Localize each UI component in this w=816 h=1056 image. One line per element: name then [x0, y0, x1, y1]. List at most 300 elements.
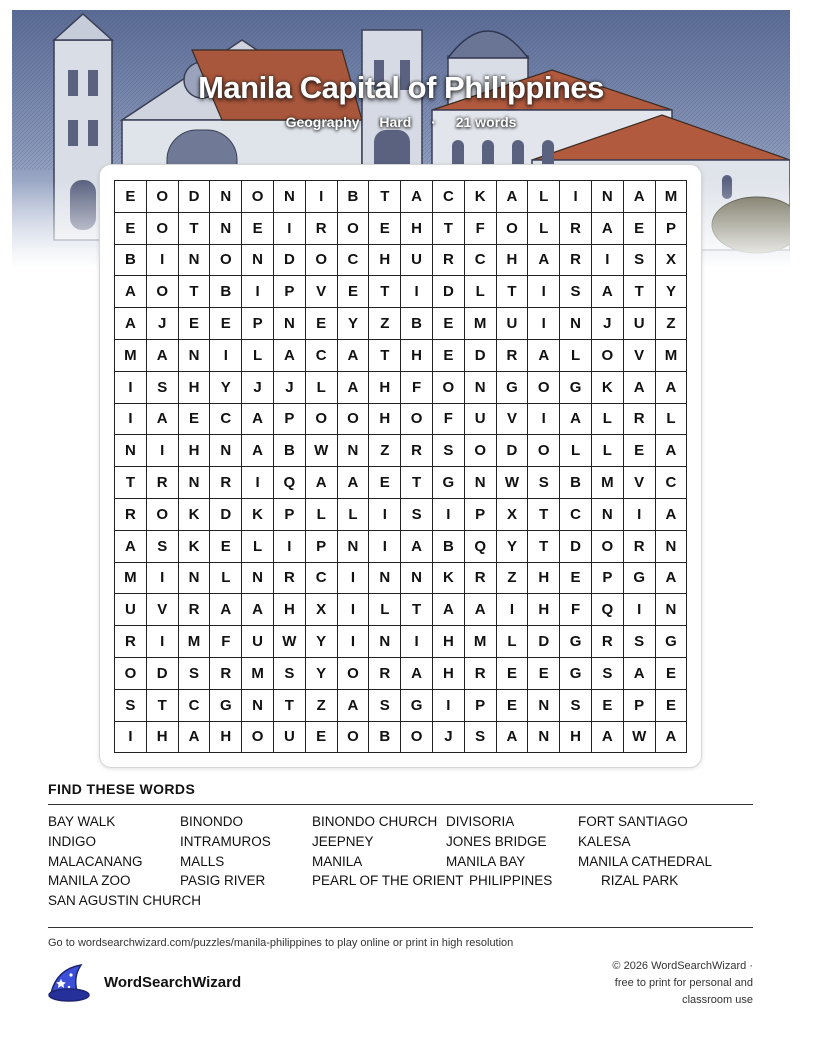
grid-cell[interactable]: R [115, 626, 147, 658]
grid-cell[interactable]: H [560, 721, 592, 753]
grid-cell[interactable]: C [337, 244, 369, 276]
grid-cell[interactable]: I [401, 626, 433, 658]
grid-cell[interactable]: A [401, 657, 433, 689]
grid-cell[interactable]: T [528, 530, 560, 562]
grid-cell[interactable]: R [623, 403, 655, 435]
grid-cell[interactable]: O [401, 403, 433, 435]
grid-cell[interactable]: S [401, 498, 433, 530]
grid-cell[interactable]: A [655, 721, 687, 753]
grid-cell[interactable]: G [401, 689, 433, 721]
grid-cell[interactable]: Z [655, 308, 687, 340]
grid-cell[interactable]: E [655, 689, 687, 721]
grid-cell[interactable]: I [432, 689, 464, 721]
grid-cell[interactable]: C [210, 403, 242, 435]
grid-cell[interactable]: O [146, 276, 178, 308]
grid-cell[interactable]: D [496, 435, 528, 467]
grid-cell[interactable]: D [210, 498, 242, 530]
grid-cell[interactable]: N [210, 181, 242, 213]
grid-cell[interactable]: I [273, 212, 305, 244]
grid-cell[interactable]: D [432, 276, 464, 308]
grid-cell[interactable]: C [655, 467, 687, 499]
grid-cell[interactable]: I [273, 530, 305, 562]
grid-cell[interactable]: O [337, 403, 369, 435]
grid-cell[interactable]: A [305, 467, 337, 499]
grid-cell[interactable]: O [242, 721, 274, 753]
grid-cell[interactable]: H [146, 721, 178, 753]
grid-cell[interactable]: U [115, 594, 147, 626]
grid-cell[interactable]: I [337, 562, 369, 594]
grid-cell[interactable]: A [464, 594, 496, 626]
grid-cell[interactable]: N [242, 244, 274, 276]
grid-cell[interactable]: F [401, 371, 433, 403]
grid-cell[interactable]: E [432, 308, 464, 340]
grid-cell[interactable]: I [432, 498, 464, 530]
grid-cell[interactable]: I [528, 276, 560, 308]
grid-cell[interactable]: S [591, 657, 623, 689]
grid-cell[interactable]: A [146, 403, 178, 435]
grid-cell[interactable]: A [210, 594, 242, 626]
grid-cell[interactable]: R [178, 594, 210, 626]
grid-cell[interactable]: W [496, 467, 528, 499]
grid-cell[interactable]: U [242, 626, 274, 658]
grid-cell[interactable]: A [591, 276, 623, 308]
grid-cell[interactable]: M [115, 562, 147, 594]
grid-cell[interactable]: M [242, 657, 274, 689]
grid-cell[interactable]: C [432, 181, 464, 213]
grid-cell[interactable]: O [528, 435, 560, 467]
grid-cell[interactable]: S [146, 530, 178, 562]
grid-cell[interactable]: E [496, 689, 528, 721]
grid-cell[interactable]: O [337, 721, 369, 753]
grid-cell[interactable]: Z [496, 562, 528, 594]
grid-cell[interactable]: R [560, 244, 592, 276]
grid-cell[interactable]: G [432, 467, 464, 499]
grid-cell[interactable]: L [210, 562, 242, 594]
grid-cell[interactable]: O [337, 212, 369, 244]
grid-cell[interactable]: N [178, 467, 210, 499]
grid-cell[interactable]: A [655, 498, 687, 530]
grid-cell[interactable]: G [560, 657, 592, 689]
grid-cell[interactable]: O [115, 657, 147, 689]
grid-cell[interactable]: S [528, 467, 560, 499]
grid-cell[interactable]: V [623, 467, 655, 499]
grid-cell[interactable]: R [273, 562, 305, 594]
grid-cell[interactable]: T [401, 594, 433, 626]
grid-cell[interactable]: B [210, 276, 242, 308]
grid-cell[interactable]: U [464, 403, 496, 435]
grid-cell[interactable]: U [401, 244, 433, 276]
grid-cell[interactable]: J [591, 308, 623, 340]
grid-cell[interactable]: Z [369, 308, 401, 340]
grid-cell[interactable]: W [273, 626, 305, 658]
grid-cell[interactable]: H [432, 657, 464, 689]
grid-cell[interactable]: E [305, 308, 337, 340]
grid-cell[interactable]: P [305, 530, 337, 562]
grid-cell[interactable]: U [496, 308, 528, 340]
grid-cell[interactable]: T [178, 276, 210, 308]
grid-cell[interactable]: T [273, 689, 305, 721]
grid-cell[interactable]: I [146, 244, 178, 276]
grid-cell[interactable]: M [115, 339, 147, 371]
grid-cell[interactable]: R [432, 244, 464, 276]
grid-cell[interactable]: C [464, 244, 496, 276]
grid-cell[interactable]: H [528, 594, 560, 626]
grid-cell[interactable]: A [337, 339, 369, 371]
grid-cell[interactable]: O [305, 403, 337, 435]
grid-cell[interactable]: G [655, 626, 687, 658]
grid-cell[interactable]: W [623, 721, 655, 753]
grid-cell[interactable]: P [242, 308, 274, 340]
grid-cell[interactable]: I [560, 181, 592, 213]
grid-cell[interactable]: I [623, 498, 655, 530]
grid-cell[interactable]: N [337, 530, 369, 562]
grid-cell[interactable]: Z [305, 689, 337, 721]
grid-cell[interactable]: A [242, 403, 274, 435]
grid-cell[interactable]: I [115, 403, 147, 435]
grid-cell[interactable]: N [115, 435, 147, 467]
grid-cell[interactable]: I [305, 181, 337, 213]
grid-cell[interactable]: O [401, 721, 433, 753]
grid-cell[interactable]: A [560, 403, 592, 435]
grid-cell[interactable]: T [115, 467, 147, 499]
grid-cell[interactable]: V [305, 276, 337, 308]
grid-cell[interactable]: O [146, 498, 178, 530]
grid-cell[interactable]: T [369, 276, 401, 308]
grid-cell[interactable]: R [464, 562, 496, 594]
grid-cell[interactable]: L [337, 498, 369, 530]
grid-cell[interactable]: P [623, 689, 655, 721]
grid-cell[interactable]: A [178, 721, 210, 753]
grid-cell[interactable]: B [401, 308, 433, 340]
grid-cell[interactable]: L [305, 371, 337, 403]
grid-cell[interactable]: G [560, 371, 592, 403]
grid-cell[interactable]: O [464, 435, 496, 467]
grid-cell[interactable]: A [623, 371, 655, 403]
grid-cell[interactable]: X [305, 594, 337, 626]
grid-cell[interactable]: N [528, 689, 560, 721]
grid-cell[interactable]: R [623, 530, 655, 562]
grid-cell[interactable]: A [401, 181, 433, 213]
grid-cell[interactable]: E [369, 212, 401, 244]
grid-cell[interactable]: B [337, 181, 369, 213]
grid-cell[interactable]: S [273, 657, 305, 689]
grid-cell[interactable]: S [560, 689, 592, 721]
grid-cell[interactable]: T [432, 212, 464, 244]
grid-cell[interactable]: H [178, 435, 210, 467]
grid-cell[interactable]: I [146, 435, 178, 467]
grid-cell[interactable]: O [528, 371, 560, 403]
grid-cell[interactable]: I [242, 467, 274, 499]
grid-cell[interactable]: A [528, 244, 560, 276]
grid-cell[interactable]: T [369, 181, 401, 213]
grid-cell[interactable]: K [464, 181, 496, 213]
grid-cell[interactable]: A [115, 276, 147, 308]
grid-cell[interactable]: H [369, 403, 401, 435]
grid-cell[interactable]: A [242, 594, 274, 626]
grid-cell[interactable]: I [337, 594, 369, 626]
grid-cell[interactable]: V [496, 403, 528, 435]
grid-cell[interactable]: P [273, 276, 305, 308]
grid-cell[interactable]: D [178, 181, 210, 213]
grid-cell[interactable]: T [623, 276, 655, 308]
grid-cell[interactable]: L [528, 181, 560, 213]
grid-cell[interactable]: E [305, 721, 337, 753]
grid-cell[interactable]: M [464, 308, 496, 340]
grid-cell[interactable]: N [210, 435, 242, 467]
grid-cell[interactable]: O [432, 371, 464, 403]
grid-cell[interactable]: S [623, 244, 655, 276]
grid-cell[interactable]: Y [337, 308, 369, 340]
grid-cell[interactable]: E [178, 403, 210, 435]
grid-cell[interactable]: Y [655, 276, 687, 308]
grid-cell[interactable]: L [242, 530, 274, 562]
grid-cell[interactable]: N [337, 435, 369, 467]
grid-cell[interactable]: Q [591, 594, 623, 626]
grid-cell[interactable]: Q [273, 467, 305, 499]
grid-cell[interactable]: M [655, 339, 687, 371]
grid-cell[interactable]: U [623, 308, 655, 340]
grid-cell[interactable]: A [496, 721, 528, 753]
grid-cell[interactable]: A [655, 562, 687, 594]
grid-cell[interactable]: H [369, 244, 401, 276]
grid-cell[interactable]: C [178, 689, 210, 721]
grid-cell[interactable]: H [178, 371, 210, 403]
grid-cell[interactable]: V [146, 594, 178, 626]
grid-cell[interactable]: T [496, 276, 528, 308]
grid-cell[interactable]: E [337, 276, 369, 308]
grid-cell[interactable]: C [560, 498, 592, 530]
grid-cell[interactable]: Y [305, 657, 337, 689]
grid-cell[interactable]: R [115, 498, 147, 530]
grid-cell[interactable]: K [242, 498, 274, 530]
grid-cell[interactable]: H [401, 212, 433, 244]
grid-cell[interactable]: N [401, 562, 433, 594]
grid-cell[interactable]: D [146, 657, 178, 689]
grid-cell[interactable]: I [528, 308, 560, 340]
grid-cell[interactable]: R [560, 212, 592, 244]
grid-cell[interactable]: L [655, 403, 687, 435]
grid-cell[interactable]: G [623, 562, 655, 594]
grid-cell[interactable]: E [115, 212, 147, 244]
grid-cell[interactable]: Z [369, 435, 401, 467]
grid-cell[interactable]: A [337, 371, 369, 403]
grid-cell[interactable]: L [369, 594, 401, 626]
grid-cell[interactable]: K [591, 371, 623, 403]
grid-cell[interactable]: L [560, 435, 592, 467]
grid-cell[interactable]: O [242, 181, 274, 213]
grid-cell[interactable]: A [623, 181, 655, 213]
grid-cell[interactable]: O [146, 181, 178, 213]
grid-cell[interactable]: A [337, 689, 369, 721]
grid-cell[interactable]: D [560, 530, 592, 562]
grid-cell[interactable]: E [178, 308, 210, 340]
grid-cell[interactable]: T [369, 339, 401, 371]
grid-cell[interactable]: T [178, 212, 210, 244]
grid-cell[interactable]: O [210, 244, 242, 276]
grid-cell[interactable]: W [305, 435, 337, 467]
grid-cell[interactable]: N [655, 594, 687, 626]
grid-cell[interactable]: I [337, 626, 369, 658]
grid-cell[interactable]: R [305, 212, 337, 244]
grid-cell[interactable]: Q [464, 530, 496, 562]
grid-cell[interactable]: A [242, 435, 274, 467]
grid-cell[interactable]: X [655, 244, 687, 276]
grid-cell[interactable]: S [369, 689, 401, 721]
grid-cell[interactable]: H [432, 626, 464, 658]
grid-cell[interactable]: K [178, 498, 210, 530]
grid-cell[interactable]: A [591, 212, 623, 244]
grid-cell[interactable]: U [273, 721, 305, 753]
grid-cell[interactable]: G [560, 626, 592, 658]
grid-cell[interactable]: D [528, 626, 560, 658]
grid-cell[interactable]: N [464, 467, 496, 499]
grid-cell[interactable]: F [432, 403, 464, 435]
grid-cell[interactable]: A [496, 181, 528, 213]
grid-cell[interactable]: R [210, 467, 242, 499]
grid-cell[interactable]: N [655, 530, 687, 562]
grid-cell[interactable]: E [591, 689, 623, 721]
grid-cell[interactable]: R [591, 626, 623, 658]
grid-cell[interactable]: I [369, 530, 401, 562]
grid-cell[interactable]: A [655, 371, 687, 403]
grid-cell[interactable]: N [273, 181, 305, 213]
grid-cell[interactable]: M [655, 181, 687, 213]
grid-cell[interactable]: P [464, 689, 496, 721]
grid-cell[interactable]: N [178, 339, 210, 371]
grid-cell[interactable]: O [337, 657, 369, 689]
grid-cell[interactable]: I [591, 244, 623, 276]
grid-cell[interactable]: K [178, 530, 210, 562]
grid-cell[interactable]: R [496, 339, 528, 371]
grid-cell[interactable]: Y [496, 530, 528, 562]
grid-cell[interactable]: A [401, 530, 433, 562]
grid-cell[interactable]: A [273, 339, 305, 371]
grid-cell[interactable]: T [401, 467, 433, 499]
grid-cell[interactable]: A [432, 594, 464, 626]
grid-cell[interactable]: S [560, 276, 592, 308]
grid-cell[interactable]: S [115, 689, 147, 721]
grid-cell[interactable]: B [115, 244, 147, 276]
grid-cell[interactable]: H [496, 244, 528, 276]
grid-cell[interactable]: H [528, 562, 560, 594]
grid-cell[interactable]: I [242, 276, 274, 308]
grid-cell[interactable]: L [496, 626, 528, 658]
grid-cell[interactable]: G [496, 371, 528, 403]
grid-cell[interactable]: J [432, 721, 464, 753]
grid-cell[interactable]: P [273, 403, 305, 435]
grid-cell[interactable]: E [623, 435, 655, 467]
grid-cell[interactable]: O [591, 339, 623, 371]
grid-cell[interactable]: E [432, 339, 464, 371]
grid-cell[interactable]: R [369, 657, 401, 689]
grid-cell[interactable]: Y [210, 371, 242, 403]
grid-cell[interactable]: X [496, 498, 528, 530]
grid-cell[interactable]: E [210, 308, 242, 340]
grid-cell[interactable]: I [401, 276, 433, 308]
grid-cell[interactable]: D [464, 339, 496, 371]
grid-cell[interactable]: P [273, 498, 305, 530]
grid-cell[interactable]: J [146, 308, 178, 340]
grid-cell[interactable]: T [146, 689, 178, 721]
grid-cell[interactable]: A [623, 657, 655, 689]
grid-cell[interactable]: N [242, 689, 274, 721]
grid-cell[interactable]: O [305, 244, 337, 276]
grid-cell[interactable]: N [273, 308, 305, 340]
grid-cell[interactable]: E [210, 530, 242, 562]
grid-cell[interactable]: P [655, 212, 687, 244]
grid-cell[interactable]: A [655, 435, 687, 467]
grid-cell[interactable]: N [591, 498, 623, 530]
grid-cell[interactable]: P [591, 562, 623, 594]
grid-cell[interactable]: E [623, 212, 655, 244]
grid-cell[interactable]: A [591, 721, 623, 753]
grid-cell[interactable]: I [623, 594, 655, 626]
grid-cell[interactable]: M [178, 626, 210, 658]
grid-cell[interactable]: E [369, 467, 401, 499]
grid-cell[interactable]: N [591, 181, 623, 213]
grid-cell[interactable]: I [115, 371, 147, 403]
grid-cell[interactable]: I [146, 626, 178, 658]
grid-cell[interactable]: L [591, 435, 623, 467]
grid-cell[interactable]: E [655, 657, 687, 689]
grid-cell[interactable]: P [464, 498, 496, 530]
grid-cell[interactable]: F [560, 594, 592, 626]
grid-cell[interactable]: H [401, 339, 433, 371]
grid-cell[interactable]: F [210, 626, 242, 658]
grid-cell[interactable]: S [623, 626, 655, 658]
grid-cell[interactable]: R [146, 467, 178, 499]
grid-cell[interactable]: N [528, 721, 560, 753]
grid-cell[interactable]: O [591, 530, 623, 562]
grid-cell[interactable]: S [432, 435, 464, 467]
grid-cell[interactable]: L [528, 212, 560, 244]
grid-cell[interactable]: I [369, 498, 401, 530]
grid-cell[interactable]: O [146, 212, 178, 244]
grid-cell[interactable]: N [178, 244, 210, 276]
grid-cell[interactable]: E [560, 562, 592, 594]
grid-cell[interactable]: N [210, 212, 242, 244]
grid-cell[interactable]: R [464, 657, 496, 689]
grid-cell[interactable]: I [528, 403, 560, 435]
grid-cell[interactable]: K [432, 562, 464, 594]
grid-cell[interactable]: N [369, 626, 401, 658]
grid-cell[interactable]: F [464, 212, 496, 244]
grid-cell[interactable]: E [496, 657, 528, 689]
grid-cell[interactable]: B [273, 435, 305, 467]
grid-cell[interactable]: I [115, 721, 147, 753]
grid-cell[interactable]: B [369, 721, 401, 753]
grid-cell[interactable]: A [115, 308, 147, 340]
grid-cell[interactable]: N [242, 562, 274, 594]
grid-cell[interactable]: R [210, 657, 242, 689]
grid-cell[interactable]: C [305, 562, 337, 594]
grid-cell[interactable]: N [560, 308, 592, 340]
grid-cell[interactable]: B [432, 530, 464, 562]
grid-cell[interactable]: E [242, 212, 274, 244]
grid-cell[interactable]: L [591, 403, 623, 435]
grid-cell[interactable]: J [242, 371, 274, 403]
grid-cell[interactable]: A [146, 339, 178, 371]
grid-cell[interactable]: A [337, 467, 369, 499]
grid-cell[interactable]: M [591, 467, 623, 499]
grid-cell[interactable]: C [305, 339, 337, 371]
grid-cell[interactable]: S [178, 657, 210, 689]
grid-cell[interactable]: R [401, 435, 433, 467]
grid-cell[interactable]: I [146, 562, 178, 594]
grid-cell[interactable]: V [623, 339, 655, 371]
grid-cell[interactable]: T [528, 498, 560, 530]
grid-cell[interactable]: B [560, 467, 592, 499]
